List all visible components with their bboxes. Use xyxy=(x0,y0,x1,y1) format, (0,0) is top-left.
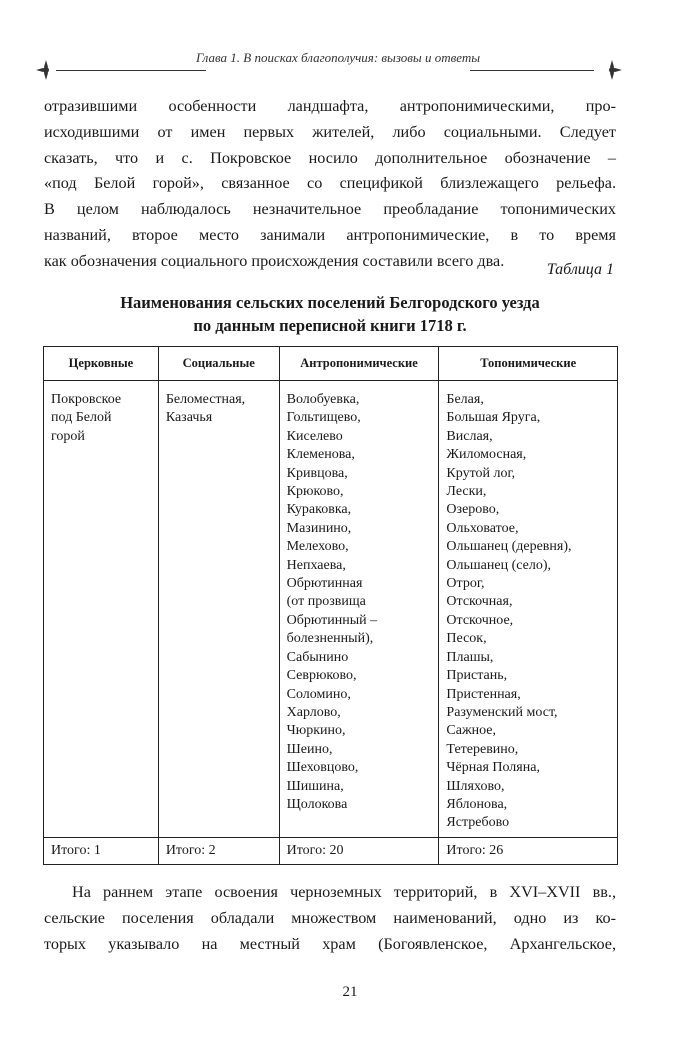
list-item: Разуменский мост, xyxy=(446,704,558,720)
text-line: как обозначения социального происхождения составили всего два. xyxy=(44,251,505,270)
list-item: горой xyxy=(51,428,85,444)
text-line: названий, второе место занимали антропонимические, в то время xyxy=(44,225,616,244)
total-social: Итого: 2 xyxy=(158,837,279,864)
column-header-toponymic: Топонимические xyxy=(439,347,618,381)
list-item: Мазинино, xyxy=(286,520,352,536)
list-item: Тетеревино, xyxy=(446,741,519,757)
list-item: под Белой xyxy=(51,410,112,426)
list-item: Обрютинная xyxy=(286,576,363,592)
list-item: Белая, xyxy=(446,392,484,407)
list-item: Шляхово, xyxy=(446,778,505,794)
list-item: Шишина, xyxy=(286,778,344,794)
list-item: Отскочная, xyxy=(446,594,513,610)
text-line: торых указывало на местный храм (Богоявленское, Архангельское, xyxy=(44,934,616,953)
cell-anthroponymic xyxy=(279,381,439,838)
list-item: Песок, xyxy=(446,631,487,647)
text-line: «под Белой горой», связанное со спецификой близлежащего рельефа. xyxy=(44,174,616,193)
list-item: Сажное, xyxy=(446,723,497,739)
list-item: Мелехово, xyxy=(286,539,349,555)
list-item: Вислая, xyxy=(446,428,493,444)
list-item: Большая Яруга, xyxy=(446,410,541,426)
list-item: Плашы, xyxy=(446,649,494,665)
table-header-row xyxy=(44,347,618,381)
list-item: Лески, xyxy=(446,484,487,500)
list-item: Гольтищево, xyxy=(286,410,361,426)
list-item: Ольховатое, xyxy=(446,520,519,536)
table-title-line: по данным переписной книги 1718 г. xyxy=(193,316,467,335)
list-item: Обрютинный – xyxy=(286,612,378,628)
list-item: Кураковка, xyxy=(286,502,352,518)
list-item: Волобуевка, xyxy=(286,392,360,407)
ornament-right-icon xyxy=(600,58,624,82)
page-number: 21 xyxy=(342,984,358,1000)
table-label: Таблица 1 xyxy=(546,261,614,278)
header-rule-left xyxy=(56,70,206,71)
list-item: Соломино, xyxy=(286,686,351,702)
list-item: Крюково, xyxy=(286,484,344,500)
cell-social xyxy=(158,381,279,838)
text-line: отразившими особенности ландшафта, антропонимическими, про- xyxy=(44,97,616,115)
list-item: болезненный), xyxy=(286,631,374,647)
total-toponymic: Итого: 26 xyxy=(439,837,618,864)
text-line: сказать, что и с. Покровское носило дополнительное обозначение – xyxy=(44,148,616,167)
list-item: Шеино, xyxy=(286,741,333,757)
table-title xyxy=(44,291,616,337)
text-line: исходившими от имен первых жителей, либо социальными. Следует xyxy=(44,122,616,141)
table-row xyxy=(44,381,618,838)
running-header: Глава 1. В поисках благополучия: вызовы и ответы xyxy=(195,50,481,65)
list-item: Покровское xyxy=(51,392,122,407)
total-anthroponymic: Итого: 20 xyxy=(279,837,439,864)
column-header-social: Социальные xyxy=(158,347,279,381)
column-header-anthroponymic: Антропонимические xyxy=(279,347,439,381)
list-item: Отскочное, xyxy=(446,612,514,628)
settlements-table xyxy=(43,346,618,865)
list-item: Озерово, xyxy=(446,502,500,518)
table-title-line: Наименования сельских поселений Белгородского уезда xyxy=(120,293,540,312)
list-item: (от прозвища xyxy=(286,594,366,610)
text-line: В целом наблюдалось незначительное преобладание топонимических xyxy=(44,200,616,219)
column-header-church: Церковные xyxy=(44,347,159,381)
list-item: Отрог, xyxy=(446,576,485,592)
paragraph-bottom xyxy=(44,880,616,957)
total-church: Итого: 1 xyxy=(44,837,159,864)
list-item: Ольшанец (село), xyxy=(446,557,552,573)
list-item: Клеменова, xyxy=(286,447,355,463)
text-line: сельские поселения обладали множеством наименований, одно из ко- xyxy=(44,908,616,927)
list-item: Ольшанец (деревня), xyxy=(446,539,572,555)
list-item: Чёрная Поляна, xyxy=(446,760,540,776)
list-item: Сабынино xyxy=(286,649,349,665)
paragraph-top xyxy=(44,94,616,275)
list-item: Беломестная, xyxy=(165,392,246,407)
list-item: Пристенная, xyxy=(446,686,521,702)
list-item: Ястребово xyxy=(446,815,510,831)
list-item: Крутой лог, xyxy=(446,465,516,481)
header-rule-right xyxy=(470,70,594,71)
list-item: Пристань, xyxy=(446,668,508,684)
list-item: Кривцова, xyxy=(286,465,348,481)
list-item: Казачья xyxy=(165,410,213,426)
cell-church xyxy=(44,381,159,838)
list-item: Шеховцово, xyxy=(286,760,359,776)
cell-toponymic xyxy=(439,381,618,838)
list-item: Жиломосная, xyxy=(446,447,527,463)
list-item: Чюркино, xyxy=(286,723,346,739)
list-item: Щолокова xyxy=(286,796,348,812)
list-item: Киселево xyxy=(286,428,343,444)
list-item: Севрюково, xyxy=(286,668,357,684)
text-line: На раннем этапе освоения черноземных территорий, в XVI–XVII вв., xyxy=(72,883,616,901)
list-item: Харлово, xyxy=(286,704,341,720)
list-item: Непхаева, xyxy=(286,557,346,573)
list-item: Яблонова, xyxy=(446,796,508,812)
table-total-row xyxy=(44,837,618,864)
